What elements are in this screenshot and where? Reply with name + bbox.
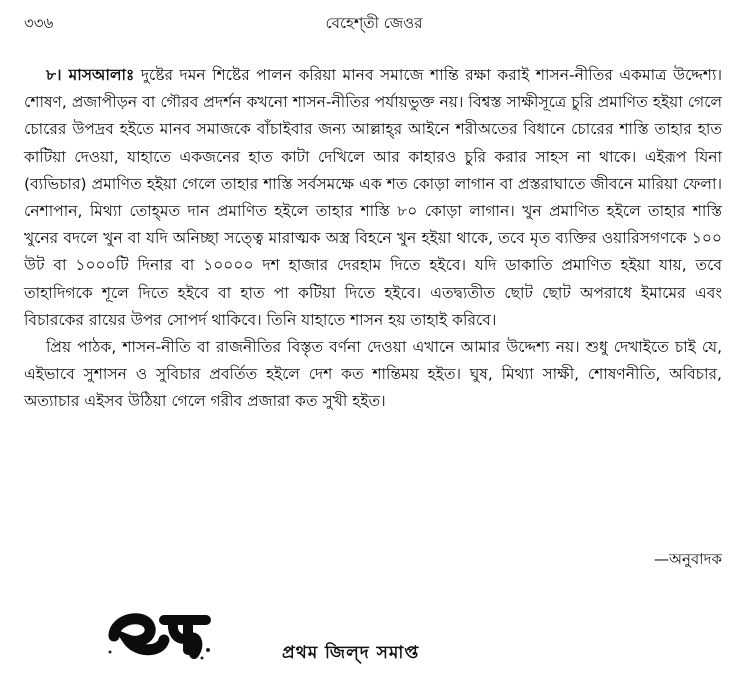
body-text — [24, 62, 722, 416]
volume-end-line: প্রথম জিল্‌দ সমাপ্ত — [282, 643, 420, 663]
ornament-glyph-ma — [164, 620, 206, 654]
translator-signature: —অনুবাদক — [653, 550, 722, 568]
ornament-glyph-one — [114, 619, 164, 650]
page-header — [24, 12, 724, 34]
running-title: বেহেশ্‌তী জেওর — [325, 14, 423, 32]
page-number: ৩৩৬ — [24, 14, 54, 32]
page-footer — [0, 600, 746, 674]
masala-paragraph — [24, 62, 722, 334]
masala-label: ৮। মাসআলাঃ — [46, 66, 135, 84]
masala-text: দুষ্টের দমন শিষ্টের পালন করিয়া মানব সমাজে শান্তি রক্ষা করাই শাসন-নীতির একমাত্র উদ্দেশ্য। শোষণ, প্রজাপীড়ন বা গৌরব প্রদর্শন কখনো শাসন-নীতির পর্যায়ভুক্ত নয়। বিশ্বস্ত সাক্ষীসূত্রে চুরি প্রমাণিত হইয়া গেলে চোরের উপদ্রব হইতে মানব সমাজকে বাঁচাইবার জন্য আল্লাহ্‌র আইনে শরীঅতের বিধানে চোরের শাস্তি তাহার হাত কাটিয়া দেওয়া, যাহাতে একজনের হাত কাটা দেখিলে আর কাহারও চুরি করার সাহস না থাকে। এইরূপ যিনা (ব্যভিচার) প্রমাণিত হইয়া গেলে তাহার শাস্তি সর্বসমক্ষে এক শত কোড়া লাগান বা প্রস্তরাঘাতে জীবনে মারিয়া ফেলা। নেশাপান, মিথ্যা তোহ্‌মত দান প্রমাণিত হইলে তাহার শাস্তি ৮০ কোড়া লাগান। খুন প্রমাণিত হইলে তাহার শাস্তি খুনের বদলে খুন বা যদি অনিচ্ছা সত্ত্বে মারাত্মক অস্ত্র বিহনে খুন হইয়া থাকে, তবে মৃত ব্যক্তির ওয়ারিসগণকে ১০০ উট বা ১০০০টি দিনার বা ১০০০০ দশ হাজার দেরহাম দিতে হইবে। যদি ডাকাতি প্রমাণিত হইয়া যায়, তবে তাহাদিগকে শূলে দিতে হইবে বা হাত পা কটিয়া দিতে হইবে। এতদ্ব্যতীত ছোট ছোট অপরাধে ইমামের এবং বিচারকের রায়ের উপর সোপর্দ থাকিবে। তিনি যাহাতে শাসন হয় তাহাই করিবে। — [24, 66, 722, 329]
volume-one-ornament — [104, 600, 214, 662]
closing-paragraph: প্রিয় পাঠক, শাসন-নীতি বা রাজনীতির বিস্তৃত বর্ণনা দেওয়া এখানে আমার উদ্দেশ্য নয়। শুধু দেখাইতে চাই যে, এইভাবে সুশাসন ও সুবিচার প্রবর্তিত হইলে দেশ কত শান্তিময় হইত। ঘুষ, মিথ্যা সাক্ষী, শোষণনীতি, অবিচার, অত্যাচার এইসব উঠিয়া গেলে গরীব প্রজারা কত সুখী হইত। — [24, 338, 722, 411]
